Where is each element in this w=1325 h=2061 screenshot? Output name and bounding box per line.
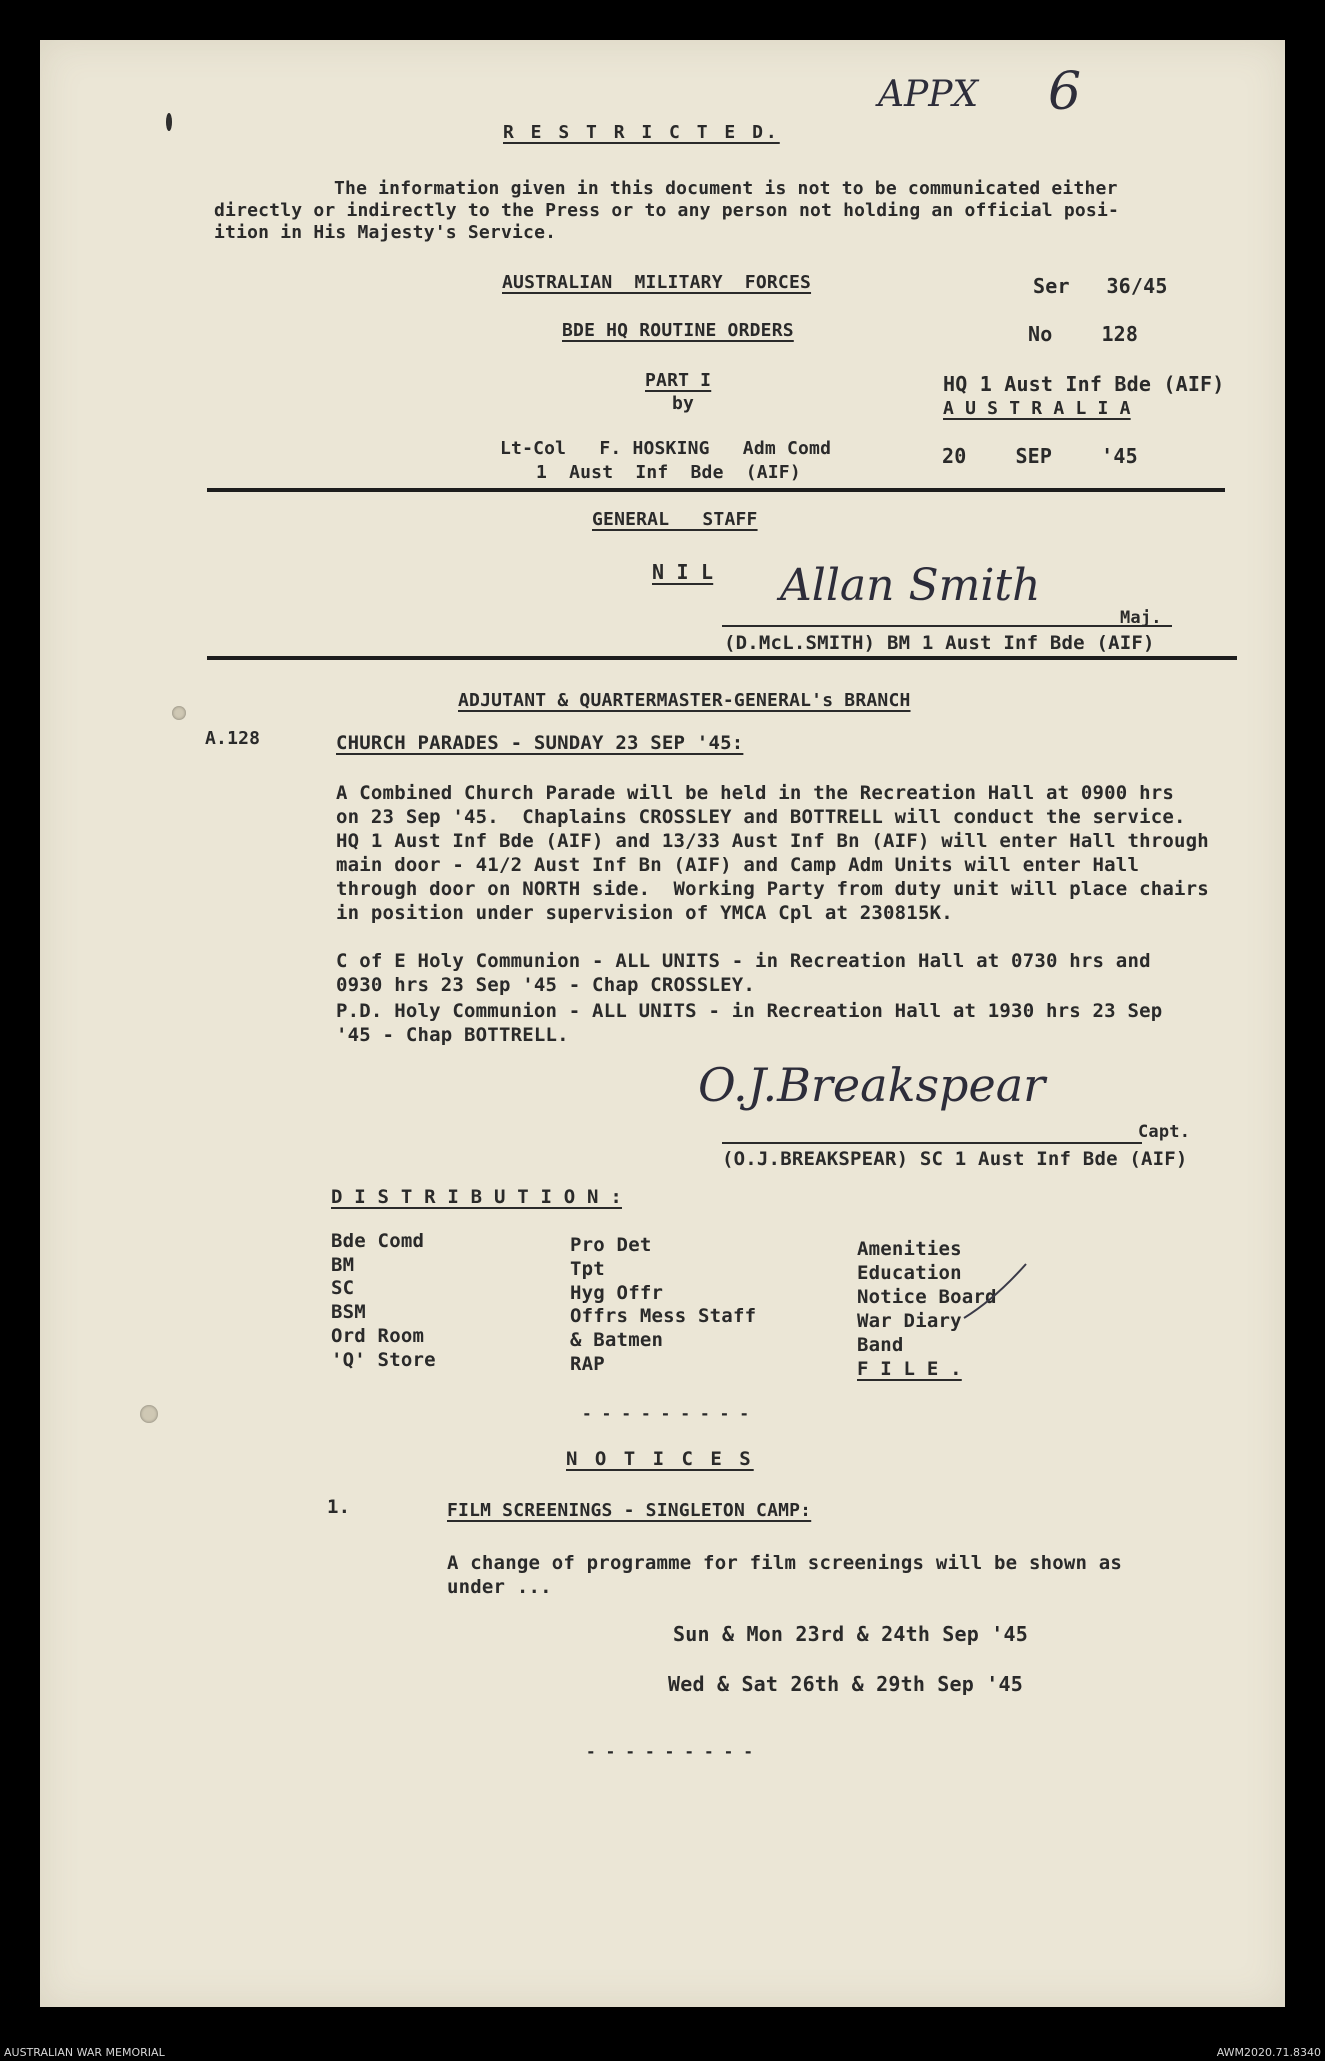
distribution-entry: Pro Det	[570, 1234, 652, 1256]
distribution-entry: Amenities	[857, 1238, 962, 1260]
item-body-line: through door on NORTH side. Working Party from duty unit will place chairs	[336, 878, 1209, 900]
communion-line: P.D. Holy Communion - ALL UNITS - in Recreation Hall at 1930 hrs 23 Sep	[336, 1000, 1163, 1022]
signature-line	[722, 625, 1172, 627]
divider: - - - - - - - - -	[586, 1742, 754, 1761]
notice-body-line: A change of programme for film screenings will be shown as	[447, 1552, 1123, 1574]
distribution-entry: Bde Comd	[331, 1230, 425, 1252]
distribution-entry: BSM	[331, 1301, 366, 1323]
warning-line: directly or indirectly to the Press or to any person not holding an official posi-	[214, 200, 1120, 221]
distribution-entry: Band	[857, 1334, 904, 1356]
footer-source: AUSTRALIAN WAR MEMORIAL	[4, 2046, 165, 2059]
distribution-entry: War Diary	[857, 1310, 962, 1332]
screening-date: Wed & Sat 26th & 29th Sep '45	[668, 1672, 1023, 1696]
tick-mark	[960, 1262, 1030, 1322]
punch-hole	[172, 706, 186, 720]
signature-line	[722, 1142, 1142, 1144]
commander-unit: 1 Aust Inf Bde (AIF)	[536, 462, 801, 483]
section-rule	[207, 488, 1225, 492]
branch-heading: ADJUTANT & QUARTERMASTER-GENERAL's BRANCH	[458, 690, 911, 711]
distribution-entry: Tpt	[570, 1258, 605, 1280]
order-date: 20 SEP '45	[942, 444, 1138, 468]
signatory-rank: Maj.	[1120, 608, 1162, 628]
punch-hole	[166, 113, 172, 131]
general-staff-body: N I L	[652, 560, 714, 584]
signatory-name: (D.McL.SMITH) BM 1 Aust Inf Bde (AIF)	[724, 632, 1155, 654]
appendix-mark: APPX	[878, 74, 979, 115]
item-body-line: in position under supervision of YMCA Cpl at 230815K.	[336, 902, 953, 924]
signature: O.J.Breakspear	[698, 1058, 1046, 1112]
distribution-entry: Ord Room	[331, 1325, 425, 1347]
serial-number: Ser 36/45	[1033, 274, 1168, 298]
distribution-entry: SC	[331, 1277, 355, 1299]
general-staff-heading: GENERAL STAFF	[592, 509, 758, 530]
footer-accession: AWM2020.71.8340	[1216, 2046, 1321, 2059]
distribution-entry: BM	[331, 1254, 355, 1276]
classification-heading: R E S T R I C T E D.	[503, 122, 780, 143]
signatory-name: (O.J.BREAKSPEAR) SC 1 Aust Inf Bde (AIF)	[722, 1148, 1188, 1170]
force-heading: AUSTRALIAN MILITARY FORCES	[502, 272, 812, 293]
warning-line: The information given in this document is not to be communicated either	[334, 178, 1118, 199]
location: A U S T R A L I A	[943, 398, 1131, 419]
notice-heading: FILM SCREENINGS - SINGLETON CAMP:	[447, 1500, 812, 1521]
appendix-number: 6	[1048, 62, 1082, 122]
distribution-entry: 'Q' Store	[331, 1349, 436, 1371]
signatory-rank: Capt.	[1138, 1122, 1191, 1142]
notice-body-line: under ...	[447, 1576, 552, 1598]
item-body-line: A Combined Church Parade will be held in the Recreation Hall at 0900 hrs	[336, 782, 1175, 804]
section-rule	[207, 656, 1237, 660]
divider: - - - - - - - - -	[582, 1404, 750, 1423]
item-body-line: HQ 1 Aust Inf Bde (AIF) and 13/33 Aust Inf Bn (AIF) will enter Hall through	[336, 830, 1209, 852]
notice-number: 1.	[327, 1496, 351, 1518]
distribution-entry: RAP	[570, 1353, 605, 1375]
punch-hole	[140, 1405, 158, 1423]
distribution-heading: D I S T R I B U T I O N :	[331, 1186, 622, 1208]
communion-line: C of E Holy Communion - ALL UNITS - in Recreation Hall at 0730 hrs and	[336, 950, 1151, 972]
distribution-entry: Notice Board	[857, 1286, 997, 1308]
item-number: A.128	[205, 728, 261, 749]
distribution-file: F I L E .	[857, 1358, 962, 1380]
communion-line: 0930 hrs 23 Sep '45 - Chap CROSSLEY.	[336, 974, 756, 996]
item-heading: CHURCH PARADES - SUNDAY 23 SEP '45:	[336, 732, 744, 754]
communion-line: '45 - Chap BOTTRELL.	[336, 1024, 569, 1046]
item-body-line: main door - 41/2 Aust Inf Bn (AIF) and Camp Adm Units will enter Hall	[336, 854, 1140, 876]
notices-heading: N O T I C E S	[566, 1448, 754, 1470]
orders-title: BDE HQ ROUTINE ORDERS	[562, 320, 794, 341]
warning-line: ition in His Majesty's Service.	[214, 222, 557, 243]
issuing-unit: HQ 1 Aust Inf Bde (AIF)	[943, 372, 1225, 396]
part-heading: PART I	[645, 370, 712, 391]
by-label: by	[672, 393, 695, 414]
screening-date: Sun & Mon 23rd & 24th Sep '45	[673, 1622, 1028, 1646]
distribution-entry: Education	[857, 1262, 962, 1284]
distribution-entry: Offrs Mess Staff	[570, 1305, 757, 1327]
item-body-line: on 23 Sep '45. Chaplains CROSSLEY and BOTTRELL will conduct the service.	[336, 806, 1186, 828]
signature: Allan Smith	[780, 560, 1041, 611]
order-number: No 128	[1028, 322, 1139, 346]
distribution-entry: Hyg Offr	[570, 1282, 664, 1304]
distribution-entry: & Batmen	[570, 1329, 664, 1351]
commander: Lt-Col F. HOSKING Adm Comd	[500, 438, 832, 459]
